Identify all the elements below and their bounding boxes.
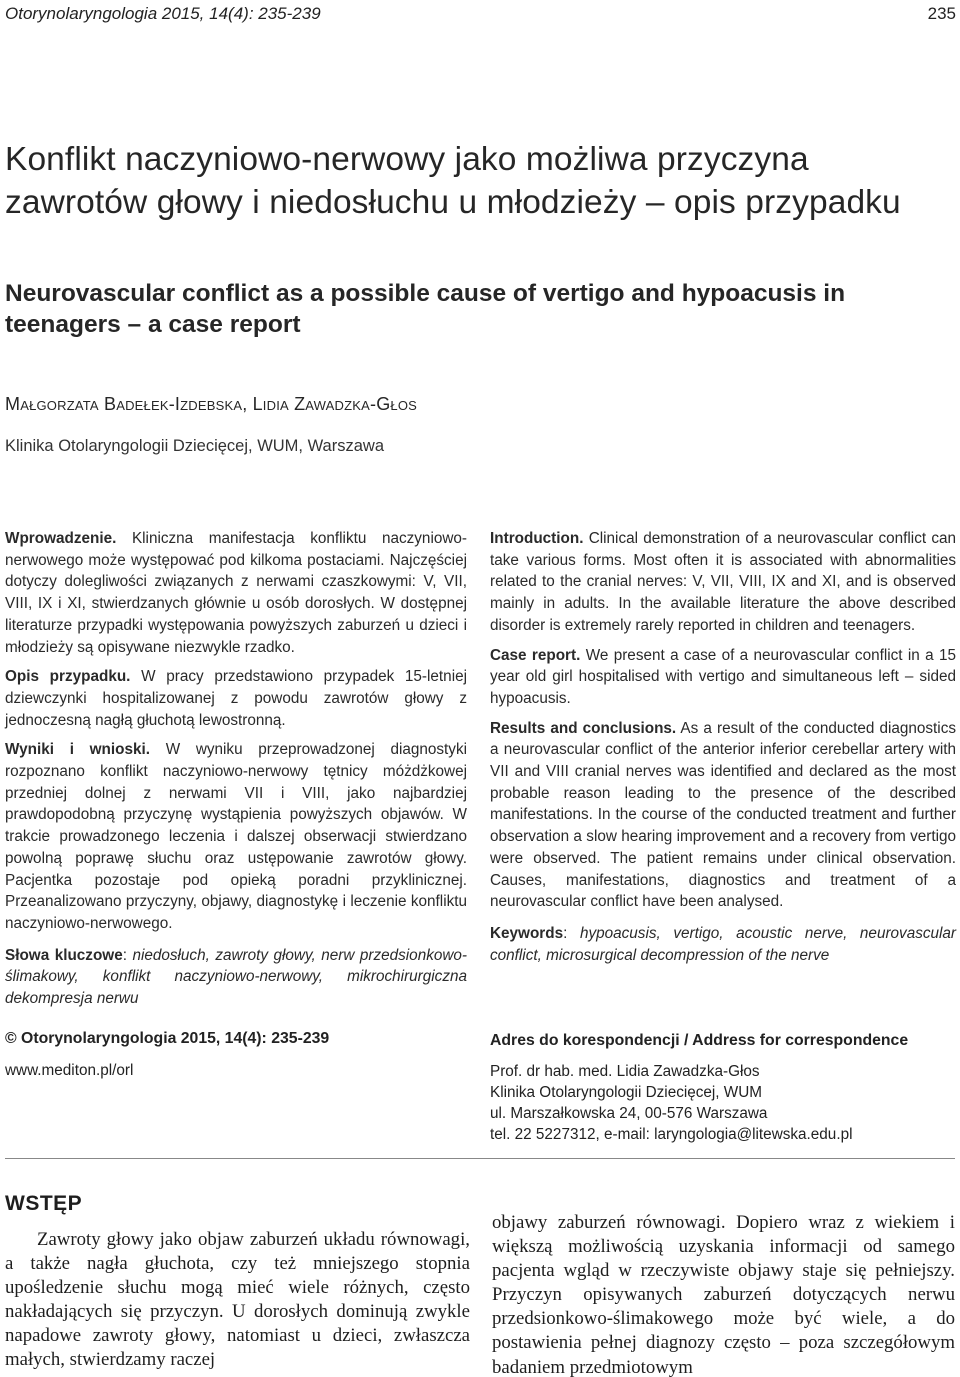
correspondence-name: Prof. dr hab. med. Lidia Zawadzka-Głos (490, 1063, 760, 1080)
abstract-en-case-text: We present a case of a neurovascular conflict in a 15 year old girl hospitalised with vertigo and simultaneous left – sided hypoacusis. (490, 646, 956, 707)
running-header (0, 0, 960, 28)
journal-website-link[interactable]: www.mediton.pl/orl (5, 1062, 134, 1079)
keywords-en-separator: : (563, 924, 580, 942)
abstract-pl-case-label: Opis przypadku. (5, 668, 131, 686)
abstract-polish (5, 528, 467, 1010)
abstract-en-introduction-label: Introduction. (490, 530, 584, 547)
correspondence-contact: tel. 22 5227312, e-mail: laryngologia@litewska.edu.pl (490, 1126, 853, 1143)
keywords-polish (5, 945, 467, 1010)
keywords-pl-label: Słowa kluczowe (5, 946, 123, 964)
section-divider (5, 1158, 955, 1159)
affiliation: Klinika Otolaryngologii Dziecięcej, WUM, Warszawa (5, 437, 385, 455)
abstract-pl-introduction-label: Wprowadzenie. (5, 530, 117, 547)
keywords-pl-terms: niedosłuch, zawroty głowy, nerw przedsionkowo-ślimakowy, konflikt naczyniowo-nerwowy, mikrochirurgiczna dekompresja nerwu (5, 946, 468, 1008)
abstract-pl-results-text: W wyniku przeprowadzonej diagnostyki rozpoznano konflikt naczyniowo-nerwowy tętnicy móżdżkowej przedniej dolnej z nerwami VII i VIII, jako najbardziej prawdopodobną przyczynę wystąpienia powyższych objawów. W trakcie prowadzonego leczenia i dalszej obserwacji stwierdzano powolną poprawę słuchu oraz ustępowanie zawrotów głowy. Pacjentka pozostaje pod opieką poradni przyklinicznej. Przeanalizowano przyczyny, objawy, diagnostykę i leczenie konfliktu naczyniowo-nerwowego. (5, 741, 467, 932)
abstract-en-introduction (490, 528, 956, 637)
abstract-english (490, 528, 956, 966)
correspondence-heading: Adres do korespondencji / Address for correspondence (490, 1032, 909, 1049)
abstract-pl-results (5, 739, 467, 934)
body-text-right-column: objawy zaburzeń równowagi. Dopiero wraz z wiekiem i większą możliwością uzyskania informacji od samego pacjenta wgląd w rzeczywiste objawy staje się pełniejszy. Przyczyn opisywanych zaburzeń dotyczących nerwu przedsionkowo-ślimakowego może być wiele, a do postawienia pełnej diagnozy często – poza szczegółowym badaniem przedmiotowym (492, 1212, 955, 1377)
abstract-en-introduction-text: Clinical demonstration of a neurovascular conflict can take various forms. Most often it is associated with abnormalities related to the cranial nerves: V, VII, VIII, IX and XI, and is observed mainly in adults. In the available literature the above described disorder is extremely rarely reported in children and teenagers. (490, 530, 956, 634)
abstract-en-case (490, 645, 956, 710)
citation-block (5, 1030, 467, 1080)
abstract-en-case-label: Case report. (490, 646, 581, 664)
article-title-polish: Konflikt naczyniowo-nerwowy jako możliwa przyczyna zawrotów głowy i niedosłuchu u młodzieży – opis przypadku (5, 141, 901, 221)
abstract-pl-results-label: Wyniki i wnioski. (5, 741, 151, 759)
abstract-pl-case-text: W pracy przedstawiono przypadek 15-letniej dziewczynki hospitalizowanej z powodu zawrotów głowy z jednoczesną nagłą głuchotą lewostronną. (5, 668, 467, 729)
abstract-pl-case (5, 666, 467, 731)
section-heading: WSTĘP (5, 1192, 83, 1215)
keywords-english (490, 923, 956, 966)
body-text-left-column: Zawroty głowy jako objaw zaburzeń układu równowagi, a także nagła głuchota, czy też mniejszego stopnia upośledzenie słuchu mogą mieć wiele różnych, często nakładających się przyczyn. U dorosłych dominują zwykle napadowe zawroty głowy, natomiast u dzieci, zwłaszcza małych, stwierdzamy raczej (5, 1229, 470, 1371)
page-number: 235 (927, 4, 956, 23)
correspondence-block (490, 1030, 956, 1145)
keywords-en-label: Keywords (490, 924, 564, 942)
journal-reference: Otorynolaryngologia 2015, 14(4): 235-239 (5, 4, 321, 23)
authors: Małgorzata Badełek-Izdebska, Lidia Zawadzka-Głos (5, 394, 418, 414)
article-title-english: Neurovascular conflict as a possible cause of vertigo and hypoacusis in teenagers – a case report (5, 280, 846, 338)
keywords-pl-separator: : (122, 946, 133, 964)
correspondence-street: ul. Marszałkowska 24, 00-576 Warszawa (490, 1105, 768, 1122)
keywords-en-terms: hypoacusis, vertigo, acoustic nerve, neurovascular conflict, microsurgical decompression of the nerve (490, 924, 957, 964)
abstract-pl-introduction-text: Kliniczna manifestacja konfliktu naczyniowo-nerwowego może występować pod kilkoma postaciami. Najczęściej dotyczy dolegliwości związanych z nerwami czaszkowymi: V, VII, VIII, IX i XI, stwierdzanych głównie u osób dorosłych. W dostępnej literaturze przypadki występowania powyższych zaburzeń u dzieci i młodzieży są opisywane niezwykle rzadko. (5, 530, 467, 656)
copyright-line: © Otorynolaryngologia 2015, 14(4): 235-239 (5, 1030, 330, 1047)
abstract-en-results-text: As a result of the conducted diagnostics a neurovascular conflict of the anterior inferior cerebellar artery with VII and VIII cranial nerves was identified and declared as the most probable reason leading to the presence of the described manifestations. In the course of the conducted treatment and further observation a slow hearing improvement and a recovery from vertigo were observed. The patient remains under clinical observation. Causes, manifestations, diagnostics and treatment of a neurovascular conflict have been analysed. (490, 719, 956, 911)
abstract-pl-introduction (5, 528, 467, 658)
correspondence-institution: Klinika Otolaryngologii Dziecięcej, WUM (490, 1084, 763, 1101)
abstract-en-results (490, 718, 956, 913)
abstract-en-results-label: Results and conclusions. (490, 719, 677, 737)
